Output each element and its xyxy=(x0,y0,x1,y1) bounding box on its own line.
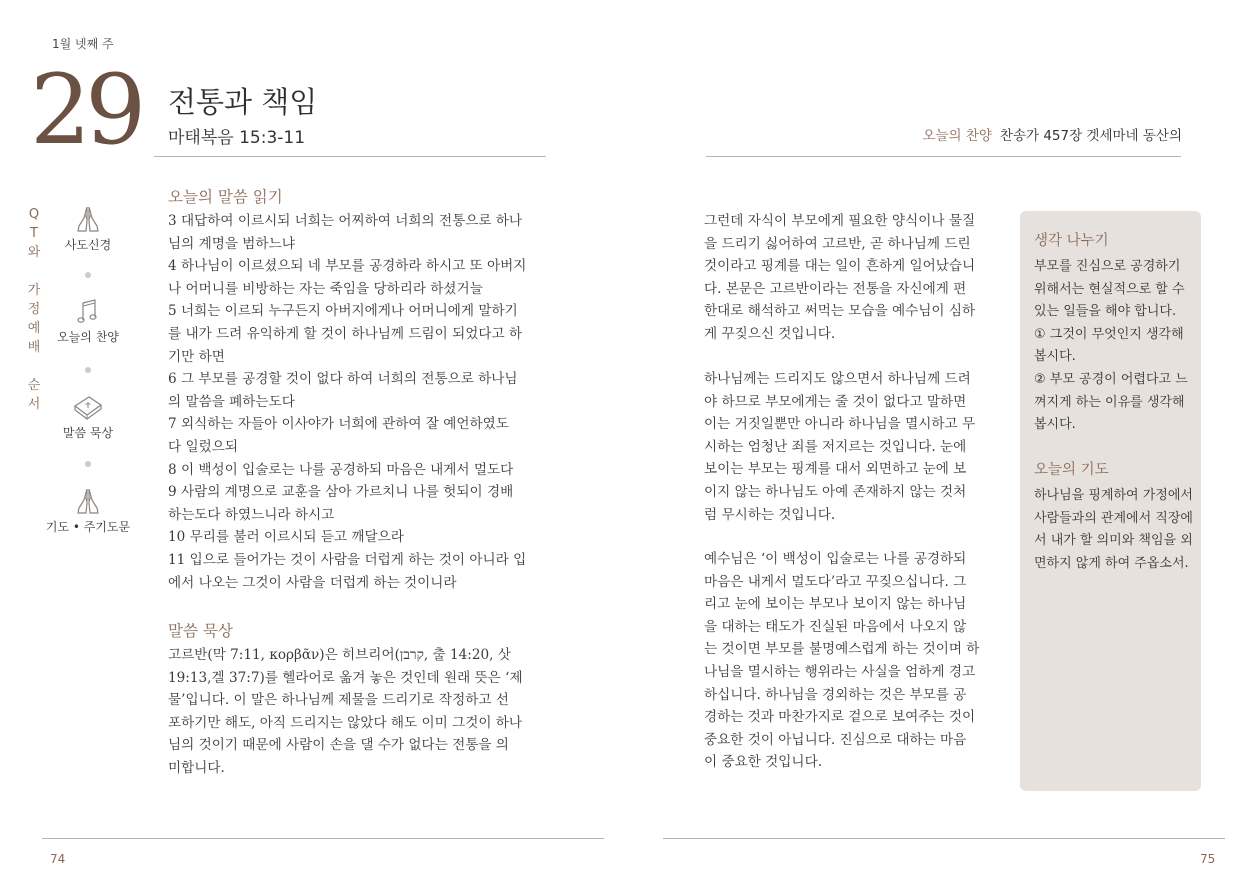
commentary-line: 을 드리기 싫어하여 고르반, 곧 하나님께 드린 xyxy=(704,235,971,252)
vertical-char: Q xyxy=(28,207,40,222)
header-divider-left xyxy=(154,156,546,157)
commentary-line: 이 중요한 것입니다. xyxy=(704,754,823,771)
verse-line: 님의 계명을 범하느냐 xyxy=(168,235,295,252)
verse-line: 기만 하면 xyxy=(168,348,225,365)
meditation-line: 미합니다. xyxy=(168,759,225,776)
verse-line: 11 입으로 들어가는 것이 사람을 더럽게 하는 것이 아니라 입 xyxy=(168,551,527,568)
page-title: 전통과 책임 xyxy=(168,85,318,119)
meditation-line: 19:13,겔 37:7)를 헬라어로 옮겨 놓은 것인데 원래 뜻은 ‘제 xyxy=(168,669,523,686)
hymn-value: 찬송가 457장 겟세마네 동산의 xyxy=(999,128,1182,144)
share-text xyxy=(1034,256,1194,437)
commentary-line: 야 하므로 부모에게는 줄 것이 없다고 말하면 xyxy=(704,393,967,410)
meditation-line: 물’입니다. 이 말은 하나님께 제물을 드리기로 작정하고 선 xyxy=(168,692,509,709)
step-prayer xyxy=(33,486,143,535)
commentary-line: 보이는 부모는 핑계를 대서 외면하고 눈에 보 xyxy=(704,461,967,478)
vertical-char: 예 xyxy=(27,321,41,336)
commentary-line: 다. 본문은 고르반이라는 전통을 자신에게 편 xyxy=(704,280,967,297)
vertical-gap xyxy=(27,357,41,376)
prayer-line: 면하지 않게 하여 주옵소서. xyxy=(1034,555,1189,571)
step-divider-dot xyxy=(85,367,91,373)
praying-hands-icon xyxy=(73,486,103,516)
verse-line: 나 어머니를 비방하는 자는 죽임을 당하리라 하셨거늘 xyxy=(168,280,483,297)
commentary-line: 한대로 해석하고 써먹는 모습을 예수님이 심하 xyxy=(704,303,976,320)
verse-line: 10 무리를 불러 이르시되 듣고 깨달으라 xyxy=(168,529,404,546)
verse-line: 4 하나님이 이르셨으되 네 부모를 공경하라 하시고 또 아버지 xyxy=(168,258,527,275)
prayer-line: 하나님을 핑계하여 가정에서 xyxy=(1034,488,1193,503)
page-number-left: 74 xyxy=(50,852,66,866)
verse-line: 5 너희는 이르되 누구든지 아버지에게나 어머니에게 말하기 xyxy=(168,303,518,320)
footer-divider-left xyxy=(42,838,604,839)
step-label: 기도 • 주기도문 xyxy=(45,520,131,534)
meditation-text xyxy=(168,644,558,780)
commentary-line: 게 꾸짖으신 것입니다. xyxy=(704,325,836,342)
hymn-line xyxy=(922,124,1182,144)
step-divider-dot xyxy=(85,461,91,467)
commentary-line: 이지 않는 하나님도 아예 존재하지 않는 것처 xyxy=(704,483,967,500)
commentary-line: 시하는 엄청난 죄를 저지르는 것입니다. 눈에 xyxy=(704,438,967,455)
hymn-label: 오늘의 찬양 xyxy=(922,128,992,144)
share-line: 봅시다. xyxy=(1034,349,1076,365)
commentary-line: 하십니다. 하나님을 경외하는 것은 부모를 공 xyxy=(704,686,967,703)
reading-passage xyxy=(168,210,558,594)
vertical-char: T xyxy=(30,226,38,241)
reading-heading: 오늘의 말씀 읽기 xyxy=(168,188,283,206)
commentary-line: 나님을 멸시하는 행위라는 사실을 엄하게 경고 xyxy=(704,663,976,680)
music-note-icon xyxy=(73,296,103,326)
step-label: 사도신경 xyxy=(64,238,112,252)
footer-divider-right xyxy=(663,838,1225,839)
vertical-char: 서 xyxy=(27,397,41,412)
meditation-heading: 말씀 묵상 xyxy=(168,622,233,640)
vertical-char: 배 xyxy=(27,340,41,355)
share-line: 껴지게 하는 이유를 생각해 xyxy=(1034,394,1185,410)
bible-icon xyxy=(71,392,105,422)
commentary-line: 예수님은 ‘이 백성이 입술로는 나를 공경하되 xyxy=(704,551,967,567)
verse-line: 6 그 부모를 공경할 것이 없다 하여 너희의 전통으로 하나님 xyxy=(168,371,518,388)
step-label: 말씀 묵상 xyxy=(62,426,114,440)
verse-line: 8 이 백성이 입술로는 나를 공경하되 마음은 내게서 멀도다 xyxy=(168,461,514,478)
meditation-line: 고르반(막 7:11, κορβᾶν)은 히브리어(קרבן, 출 14:20, 삿 xyxy=(168,647,511,663)
verse-line: 다 일렀으되 xyxy=(168,438,238,455)
vertical-char: 정 xyxy=(27,302,41,317)
commentary-line: 하나님께는 드리지도 않으면서 하나님께 드려 xyxy=(704,371,971,387)
prayer-line: 서 내가 할 의미와 책임을 외 xyxy=(1034,533,1193,549)
meditation-line: 포하기만 해도, 아직 드리지는 않았다 해도 이미 그것이 하나 xyxy=(168,714,523,731)
commentary-line: 럼 무시하는 것입니다. xyxy=(704,506,836,523)
verse-line: 에서 나오는 그것이 사람을 더럽게 하는 것이니라 xyxy=(168,574,457,591)
share-line: 부모를 진심으로 공경하기 xyxy=(1034,259,1181,274)
week-label: 1월 넷째 주 xyxy=(52,37,114,51)
vertical-char: 와 xyxy=(27,245,41,260)
vertical-char: 가 xyxy=(27,283,41,298)
verse-line: 7 외식하는 자들아 이사야가 너희에 관하여 잘 예언하였도 xyxy=(168,416,509,433)
verse-line: 를 내가 드려 유익하게 할 것이 하나님께 드림이 되었다고 하 xyxy=(168,325,523,342)
share-line: ② 부모 공경이 어렵다고 느 xyxy=(1034,371,1188,387)
share-line: 봅시다. xyxy=(1034,417,1076,433)
page-number-right: 75 xyxy=(1200,852,1216,866)
commentary-line: 는 것이면 부모를 불명예스럽게 하는 것이며 하 xyxy=(704,641,980,658)
vertical-gap xyxy=(27,262,41,281)
verse-line: 3 대답하여 이르시되 너희는 어찌하여 너희의 전통으로 하나 xyxy=(168,213,523,229)
share-line: ① 그것이 무엇인지 생각해 xyxy=(1034,326,1184,342)
verse-line: 하는도다 하였느니라 하시고 xyxy=(168,506,335,523)
prayer-line: 사람들과의 관계에서 직장에 xyxy=(1034,510,1193,526)
prayer-text xyxy=(1034,485,1194,575)
share-line: 있는 일들을 해야 합니다. xyxy=(1034,304,1177,320)
commentary-line: 을 대하는 태도가 진실된 마음에서 나오지 않 xyxy=(704,618,967,635)
commentary-line: 것이라고 핑계를 대는 일이 흔하게 일어났습니 xyxy=(704,258,976,275)
share-heading: 생각 나누기 xyxy=(1034,233,1109,249)
commentary-line: 중요한 것이 아닙니다. 진심으로 대하는 마음 xyxy=(704,731,967,748)
vertical-char: 순 xyxy=(27,378,41,393)
commentary-paragraph-3 xyxy=(704,548,1004,774)
step-hymn xyxy=(33,296,143,345)
header-divider-right xyxy=(706,156,1181,157)
commentary-line: 경하는 것과 마찬가지로 겉으로 보여주는 것이 xyxy=(704,709,976,726)
step-divider-dot xyxy=(85,272,91,278)
commentary-line: 마음은 내게서 멀도다’라고 꾸짖으십니다. 그 xyxy=(704,573,967,590)
step-label: 오늘의 찬양 xyxy=(57,330,119,344)
scripture-reference: 마태복음 15:3-11 xyxy=(168,128,306,148)
commentary-paragraph-1 xyxy=(704,210,1004,346)
step-apostles-creed xyxy=(33,204,143,253)
commentary-line: 리고 눈에 보이는 부모나 보이지 않는 하나님 xyxy=(704,596,967,613)
praying-hands-icon xyxy=(73,204,103,234)
share-line: 위해서는 현실적으로 할 수 xyxy=(1034,281,1185,297)
commentary-line: 이는 거짓일뿐만 아니라 하나님을 멸시하고 무 xyxy=(704,416,976,433)
step-meditation xyxy=(33,392,143,441)
meditation-line: 님의 것이기 때문에 사람이 손을 댈 수가 없다는 전통을 의 xyxy=(168,737,509,754)
verse-line: 9 사람의 계명으로 교훈을 삼아 가르치니 나를 헛되이 경배 xyxy=(168,484,514,501)
verse-line: 의 말씀을 폐하는도다 xyxy=(168,393,295,410)
prayer-heading: 오늘의 기도 xyxy=(1034,462,1109,478)
day-number: 29 xyxy=(30,54,141,166)
commentary-line: 그런데 자식이 부모에게 필요한 양식이나 물질 xyxy=(704,213,976,229)
commentary-paragraph-2 xyxy=(704,368,1004,526)
